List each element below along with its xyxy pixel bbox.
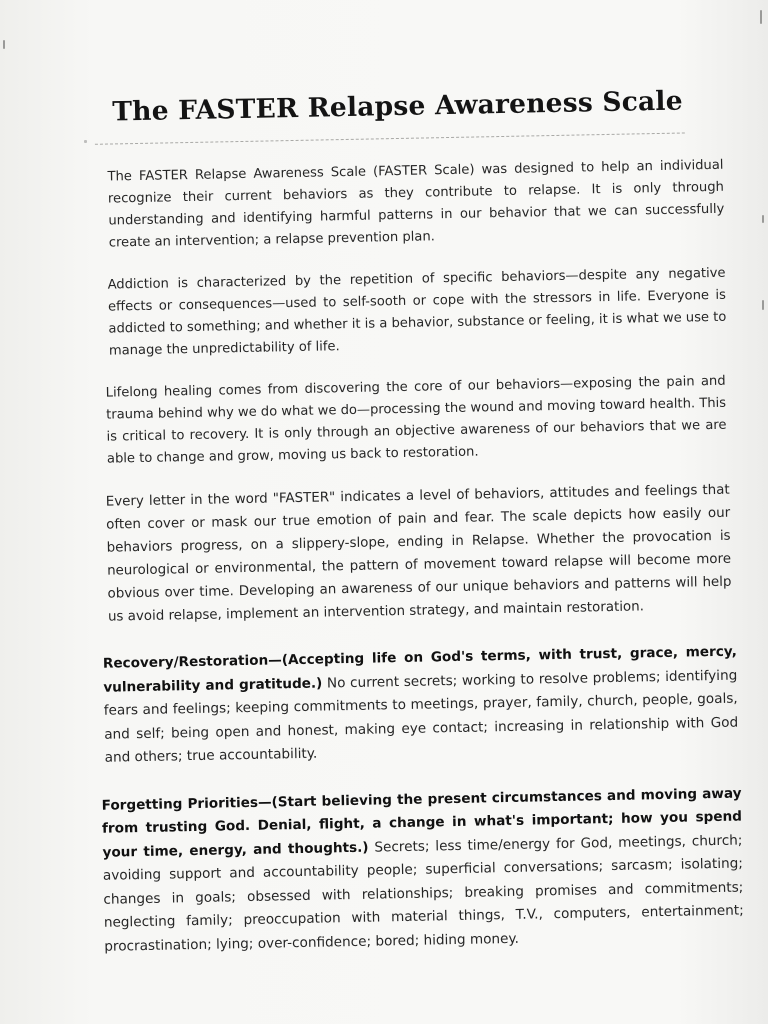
scan-mark-right-top bbox=[760, 10, 762, 24]
stage-heading: Forgetting Priorities—(Start believing the present circumstances and moving away from trusting God. Denial, flight, a change in what's important; how you spend your time, energy, and thoughts.) bbox=[101, 785, 743, 861]
intro-paragraph: The FASTER Relapse Awareness Scale (FASTER Scale) was designed to help an individual recognize their current behaviors as they contribute to relapse. It is only through understanding and identifying harmful patterns in our behavior that we can successfully create an intervention; a relapse prevention plan. bbox=[107, 157, 725, 251]
scan-mark-left bbox=[3, 40, 5, 49]
addiction-paragraph: Addiction is characterized by the repetition of specific behaviors—despite any negative effects or consequences—used to self-sooth or cope with the stressors in life. Everyone is addicted to something; and whether it is a behavior, substance or feeling, it is what we use to manage the unpredictability of life. bbox=[107, 265, 727, 359]
stage-heading: Recovery/Restoration—(Accepting life on God's terms, with trust, grace, mercy, vulnerability and gratitude.) bbox=[102, 643, 737, 696]
healing-paragraph: Lifelong healing comes from discovering the core of our behaviors—exposing the pain and trauma behind why we do what we do—processing the wound and moving toward health. This is critical to recovery. It is only through an objective awareness of our behaviors that we are able to change and grow, moving us back to restoration. bbox=[105, 373, 727, 467]
stage-forgetting-priorities bbox=[101, 782, 744, 959]
document-body bbox=[84, 84, 750, 959]
scan-mark-right-mid bbox=[762, 215, 764, 223]
scan-mark-right-low bbox=[762, 300, 764, 310]
stage-description: Secrets; less time/energy for God, meetings, church; avoiding support and accountability people; superficial conversations; sarcasm; isolating; changes in goals; obsessed with relationships; breaking promises and commitments; neglecting family; preoccupation with material things, T.V., computers, entertainment; procrastination; lying; over-confidence; bored; hiding money. bbox=[102, 831, 744, 955]
stage-description: No current secrets; working to resolve problems; identifying fears and feelings; keeping commitments to meetings, prayer, family, church, people, goals, and self; being open and honest, making eye contact; increasing in relationship with God and others; true accountability. bbox=[103, 667, 739, 766]
title-divider bbox=[95, 132, 685, 144]
faster-letters-paragraph: Every letter in the word "FASTER" indicates a level of behaviors, attitudes and feelings that often cover or mask our true emotion of pain and fear. The scale depicts how easily our behaviors progress, on a slippery-slope, ending in Relapse. Whether the provocation is neurological or environmental, the pattern of movement toward relapse will become more obvious over time. Developing an awareness of our unique behaviors and patterns will help us avoid relapse, implement an intervention strategy, and maintain restoration. bbox=[105, 482, 732, 625]
stage-recovery-restoration bbox=[103, 641, 739, 771]
page-title: The FASTER Relapse Awareness Scale bbox=[112, 85, 684, 128]
